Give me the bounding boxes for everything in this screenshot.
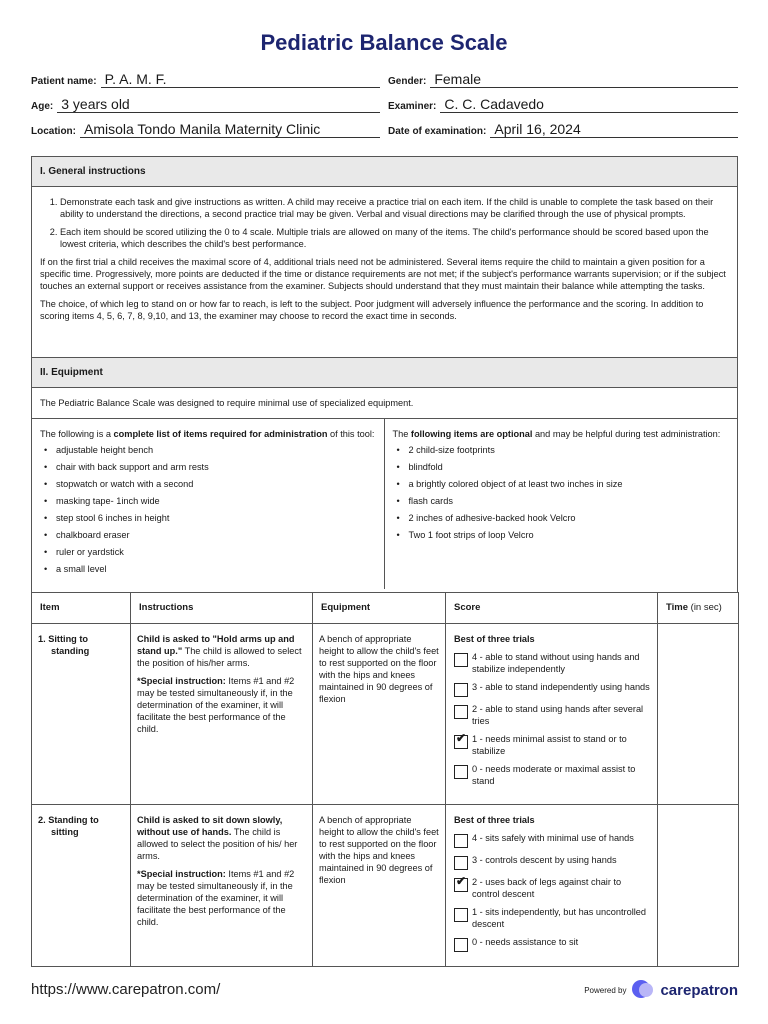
score-option-label: 1 - needs minimal assist to stand or to stabilize bbox=[472, 734, 627, 756]
items-table bbox=[31, 592, 739, 967]
special-bold: *Special instruction: bbox=[137, 869, 226, 879]
item-cell bbox=[32, 624, 131, 805]
check-mark-icon: ✔ bbox=[456, 731, 467, 745]
score-checkbox[interactable] bbox=[454, 765, 468, 779]
instruction-text bbox=[137, 633, 306, 669]
special-rest: Items #1 and #2 may be tested simultaneously if, in the determination of the examiner, it will facilitate the best performance of the child. bbox=[137, 676, 295, 734]
equipment-cell: A bench of appropriate height to allow the child's feet to rest supported on the floor with the hips and knees maintained in 90 degrees of flexion bbox=[313, 805, 446, 967]
score-checkbox[interactable] bbox=[454, 834, 468, 848]
date-value[interactable]: April 16, 2024 bbox=[490, 121, 738, 138]
score-option-label: 1 - sits independently, but has uncontrolled descent bbox=[472, 907, 646, 929]
list-item: • masking tape- 1inch wide bbox=[40, 495, 376, 507]
list-item: • blindfold bbox=[393, 461, 730, 473]
required-items-list bbox=[40, 444, 376, 575]
score-checkbox[interactable] bbox=[454, 908, 468, 922]
score-option-label: 3 - controls descent by using hands bbox=[472, 855, 617, 865]
instructions-cell bbox=[131, 805, 313, 967]
instruction-bold: Child is asked to sit down slowly, without use of hands. bbox=[137, 815, 283, 837]
required-items-intro bbox=[40, 428, 376, 440]
instruction-rest: The child is allowed to select the position of his/her arms. bbox=[137, 646, 302, 668]
list-item: • chalkboard eraser bbox=[40, 529, 376, 541]
score-checkbox[interactable] bbox=[454, 856, 468, 870]
instruction-bold: Child is asked to "Hold arms up and stand up." bbox=[137, 634, 295, 656]
general-instructions-heading: I. General instructions bbox=[32, 157, 737, 187]
list-item: • chair with back support and arm rests bbox=[40, 461, 376, 473]
required-intro-bold: complete list of items required for administration bbox=[113, 429, 328, 439]
list-item: • stopwatch or watch with a second bbox=[40, 478, 376, 490]
table-header-row bbox=[32, 593, 739, 624]
page-title: Pediatric Balance Scale bbox=[260, 30, 508, 55]
instruction-rest: The child is allowed to select the position of his/ her arms. bbox=[137, 827, 298, 861]
score-heading: Best of three trials bbox=[454, 815, 535, 825]
equipment-intro: The Pediatric Balance Scale was designed to require minimal use of specialized equipment. bbox=[32, 388, 737, 419]
patient-name-label: Patient name: bbox=[31, 76, 97, 87]
location-field[interactable] bbox=[31, 120, 380, 138]
list-item: • a small level bbox=[40, 563, 376, 575]
score-option[interactable] bbox=[454, 733, 651, 757]
header-item: Item bbox=[32, 593, 131, 624]
optional-intro-tail: and may be helpful during test administration: bbox=[532, 429, 721, 439]
score-checkbox[interactable] bbox=[454, 731, 468, 749]
item-name: 1. Sitting to standing bbox=[38, 634, 90, 656]
score-option-label: 2 - able to stand using hands after several tries bbox=[472, 704, 644, 726]
score-option-label: 0 - needs assistance to sit bbox=[472, 937, 579, 947]
header-equipment: Equipment bbox=[313, 593, 446, 624]
score-checkbox[interactable] bbox=[454, 683, 468, 697]
header-time-unit: (in sec) bbox=[688, 602, 722, 613]
equipment-section bbox=[31, 357, 738, 593]
header-time bbox=[658, 593, 739, 624]
score-option[interactable] bbox=[454, 906, 651, 930]
score-option[interactable] bbox=[454, 876, 651, 900]
special-instruction bbox=[137, 675, 306, 735]
score-option-label: 2 - uses back of legs against chair to control descent bbox=[472, 877, 622, 899]
location-label: Location: bbox=[31, 126, 76, 137]
special-bold: *Special instruction: bbox=[137, 676, 226, 686]
optional-items-intro bbox=[393, 428, 730, 440]
score-option-label: 0 - needs moderate or maximal assist to stand bbox=[472, 764, 636, 786]
powered-by-text: Powered by bbox=[584, 985, 627, 995]
score-option-label: 4 - able to stand without using hands and stabilize independently bbox=[472, 652, 640, 674]
required-items-column bbox=[32, 419, 385, 589]
date-field[interactable] bbox=[388, 120, 738, 138]
age-field[interactable] bbox=[31, 95, 380, 113]
examiner-value[interactable]: C. C. Cadavedo bbox=[440, 96, 738, 113]
score-option[interactable] bbox=[454, 681, 651, 697]
score-option[interactable] bbox=[454, 936, 651, 952]
special-rest: Items #1 and #2 may be tested simultaneously if, in the determination of the examiner, it will facilitate the best performance of the child. bbox=[137, 869, 295, 927]
score-option[interactable] bbox=[454, 651, 651, 675]
list-item: • a brightly colored object of at least two inches in size bbox=[393, 478, 730, 490]
required-intro-tail: of this tool: bbox=[327, 429, 375, 439]
header-time-label: Time bbox=[666, 602, 689, 613]
optional-intro-text: The bbox=[392, 429, 411, 439]
list-item: • 2 child-size footprints bbox=[393, 444, 730, 456]
gender-value[interactable]: Female bbox=[430, 71, 738, 88]
age-value[interactable]: 3 years old bbox=[57, 96, 380, 113]
score-checkbox[interactable] bbox=[454, 938, 468, 952]
header-instructions: Instructions bbox=[131, 593, 313, 624]
carepatron-logo-icon bbox=[632, 980, 656, 1000]
general-paragraph-1: If on the first trial a child receives the maximal score of 4, additional trials need not be administered. Several items require the child to maintain a given position for a specific time. Progressively, more points are deducted if the time or distance requirements are not met; if the subject's performance warrants supervision; or if the subject touches an external support or receives assistance from the examiner. Subjects should understand that they must maintain their balance while attempting the tasks. bbox=[40, 257, 726, 291]
location-value[interactable]: Amisola Tondo Manila Maternity Clinic bbox=[80, 121, 380, 138]
patient-name-field[interactable] bbox=[31, 70, 380, 88]
gender-label: Gender: bbox=[388, 76, 427, 87]
list-item: • step stool 6 inches in height bbox=[40, 512, 376, 524]
check-mark-icon: ✔ bbox=[456, 874, 467, 888]
time-cell[interactable] bbox=[658, 624, 739, 805]
list-item: 2. Each item should be scored utilizing the 0 to 4 scale. Multiple trials are allowed on many of the items. The child's performance should be scored based upon the lowest criteria, which describes the child's best performance. bbox=[60, 226, 727, 250]
gender-field[interactable] bbox=[388, 70, 738, 88]
score-checkbox[interactable] bbox=[454, 653, 468, 667]
powered-by-badge[interactable] bbox=[584, 980, 738, 1000]
score-option[interactable] bbox=[454, 854, 651, 870]
instructions-cell bbox=[131, 624, 313, 805]
equipment-cell: A bench of appropriate height to allow the child's feet to rest supported on the floor with the hips and knees maintained in 90 degrees of flexion bbox=[313, 624, 446, 805]
patient-name-value[interactable]: P. A. M. F. bbox=[101, 71, 380, 88]
date-label: Date of examination: bbox=[388, 126, 487, 137]
item-name: 2. Standing to sitting bbox=[38, 815, 99, 837]
score-option[interactable] bbox=[454, 703, 651, 727]
list-item: • Two 1 foot strips of loop Velcro bbox=[393, 529, 730, 541]
score-option-label: 4 - sits safely with minimal use of hands bbox=[472, 833, 634, 843]
list-item: • flash cards bbox=[393, 495, 730, 507]
special-instruction bbox=[137, 868, 306, 928]
general-instructions-section bbox=[31, 156, 738, 358]
examiner-field[interactable] bbox=[388, 95, 738, 113]
score-heading: Best of three trials bbox=[454, 634, 535, 644]
list-item: 1. Demonstrate each task and give instructions as written. A child may receive a practice trial on each item. If the child is unable to complete the task based on their ability to understand the directions, a second practice trial may be given. Verbal and visual directions may be clarified through the use of physical prompts. bbox=[60, 196, 727, 220]
age-label: Age: bbox=[31, 101, 54, 112]
carepatron-link[interactable]: https://www.carepatron.com/ bbox=[31, 981, 221, 998]
instruction-text bbox=[137, 814, 306, 862]
score-cell bbox=[446, 805, 658, 967]
list-item: • adjustable height bench bbox=[40, 444, 376, 456]
optional-intro-bold: following items are optional bbox=[410, 429, 533, 439]
table-row bbox=[32, 624, 739, 805]
score-checkbox[interactable] bbox=[454, 874, 468, 892]
equipment-heading: II. Equipment bbox=[32, 358, 737, 388]
carepatron-brand: carepatron bbox=[660, 981, 738, 999]
item-cell bbox=[32, 805, 131, 967]
time-cell[interactable] bbox=[658, 805, 739, 967]
general-instructions-list bbox=[32, 187, 737, 250]
examiner-label: Examiner: bbox=[388, 101, 437, 112]
score-option-label: 3 - able to stand independently using hands bbox=[472, 682, 650, 692]
score-option[interactable] bbox=[454, 763, 651, 787]
optional-items-list bbox=[393, 444, 730, 541]
list-item: • 2 inches of adhesive-backed hook Velcro bbox=[393, 512, 730, 524]
score-cell bbox=[446, 624, 658, 805]
score-checkbox[interactable] bbox=[454, 705, 468, 719]
table-row bbox=[32, 805, 739, 967]
optional-items-column bbox=[385, 419, 738, 589]
header-score: Score bbox=[446, 593, 658, 624]
score-option[interactable] bbox=[454, 832, 651, 848]
required-intro-text: The following is a bbox=[40, 429, 114, 439]
list-item: • ruler or yardstick bbox=[40, 546, 376, 558]
general-paragraph-2: The choice, of which leg to stand on or how far to reach, is left to the subject. Poor judgment will adversely influence the performance and the scoring. In addition to scoring items 4, 5, 6, 7, 8, 9,10, and 13, the examiner may choose to record the exact time in seconds. bbox=[40, 299, 704, 321]
